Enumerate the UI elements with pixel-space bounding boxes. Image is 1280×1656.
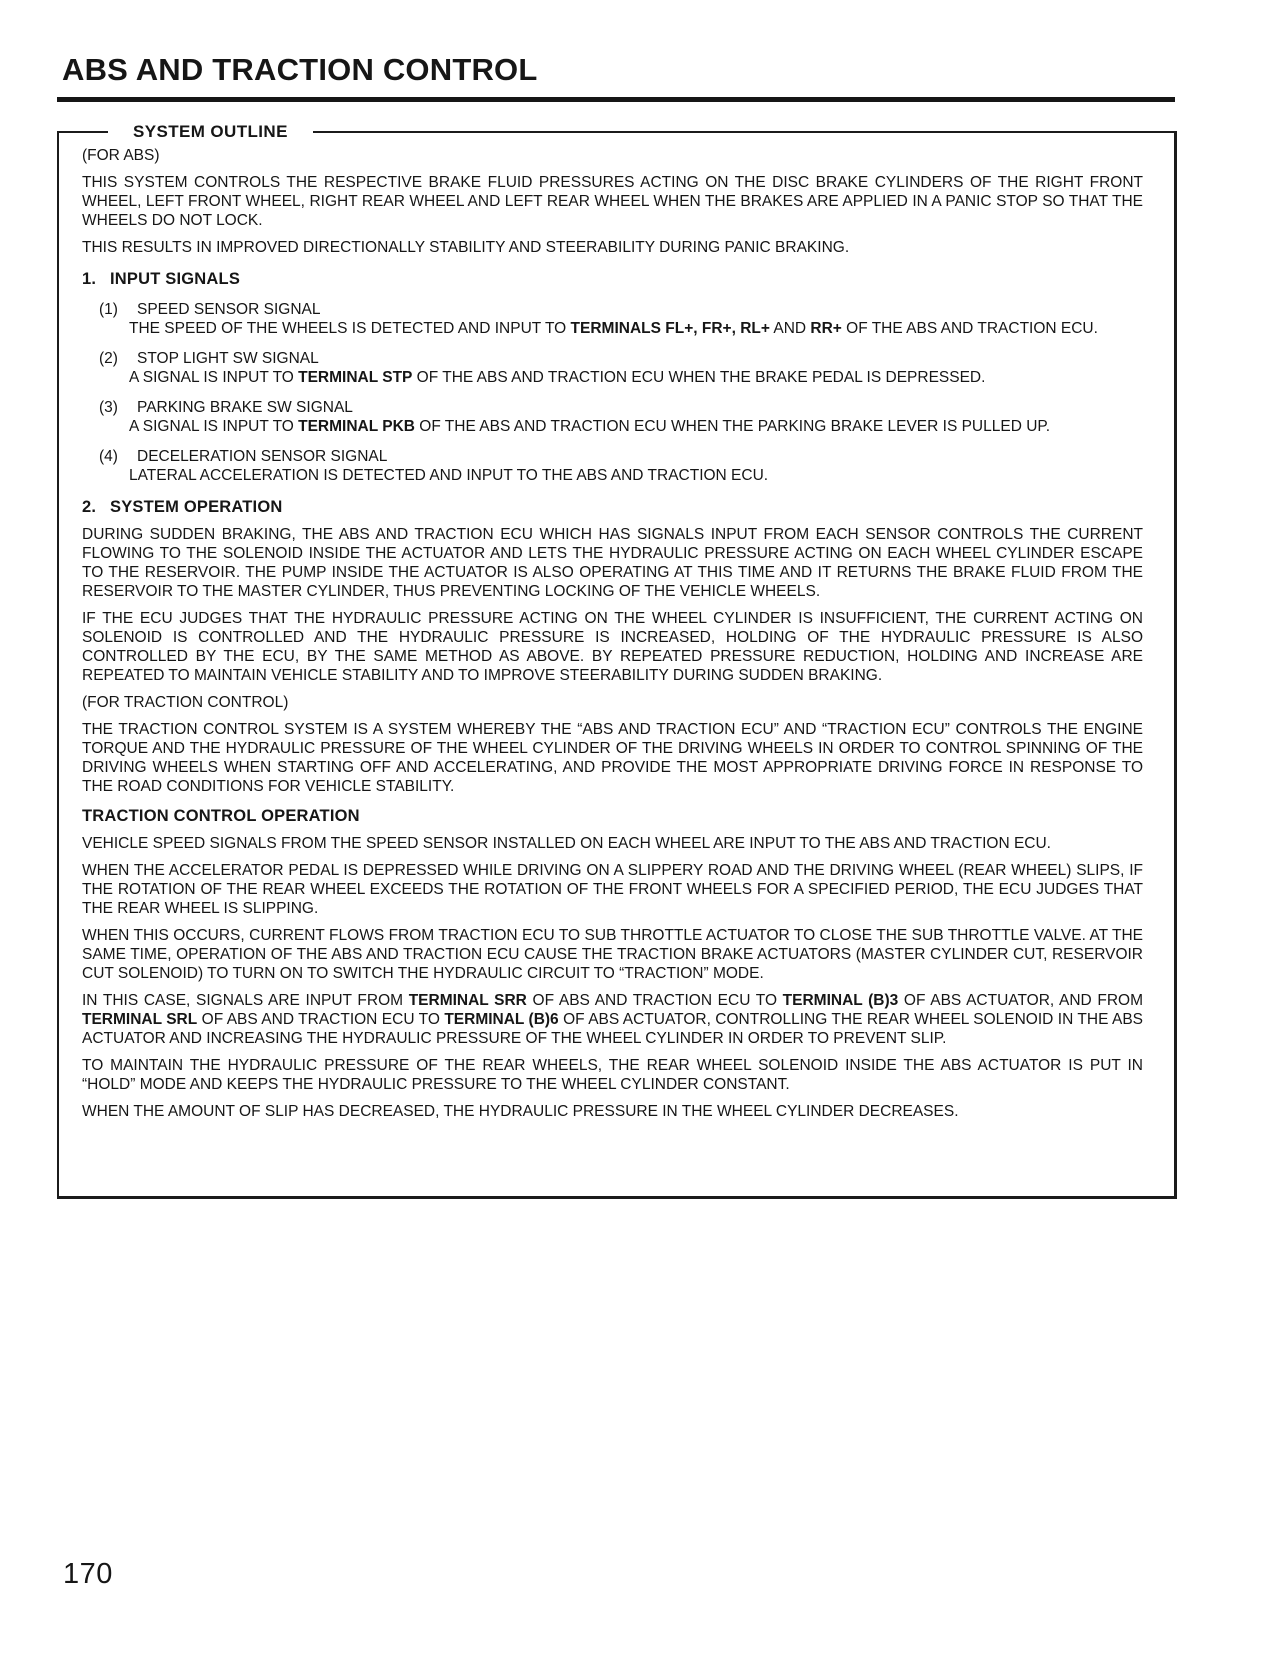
list-item-head xyxy=(99,300,1143,319)
traction-paragraph-4 xyxy=(82,991,1143,1048)
section-heading-input-signals xyxy=(82,270,1143,289)
text-segment: OF THE ABS AND TRACTION ECU WHEN THE BRAKE PEDAL IS DEPRESSED. xyxy=(412,369,986,386)
traction-paragraph-1: VEHICLE SPEED SIGNALS FROM THE SPEED SENSOR INSTALLED ON EACH WHEEL ARE INPUT TO THE ABS AND TRACTION ECU. xyxy=(82,835,1051,852)
text-segment: OF ABS AND TRACTION ECU TO xyxy=(526,992,783,1009)
list-item-head xyxy=(99,447,1143,466)
list-item-title: PARKING BRAKE SW SIGNAL xyxy=(137,399,353,416)
text-segment: IN THIS CASE, SIGNALS ARE INPUT FROM xyxy=(82,992,409,1009)
list-item-parking-brake xyxy=(82,398,1143,436)
list-item-marker: (1) xyxy=(99,301,118,318)
terminal-name-bold: TERMINAL (B)3 xyxy=(782,992,899,1009)
text-segment: OF ABS ACTUATOR, CONTROLLING THE REAR WHEEL SOLENOID IN THE ABS ACTUATOR AND INCREASING THE HYDRAULIC PRESSURE OF THE WHEEL CYLINDER IN ORDER TO PREVENT SLIP. xyxy=(82,1011,1143,1047)
traction-paragraph-2: WHEN THE ACCELERATOR PEDAL IS DEPRESSED WHILE DRIVING ON A SLIPPERY ROAD AND THE DRIVING WHEEL (REAR WHEEL) SLIPS, IF THE ROTATION OF THE REAR WHEEL EXCEEDS THE ROTATION OF THE FRONT WHEELS FOR A SPECIFIED PERIOD, THE ECU JUDGES THAT THE REAR WHEEL IS SLIPPING. xyxy=(82,862,1143,917)
list-item-head xyxy=(99,349,1143,368)
section-heading-system-operation xyxy=(82,498,1143,517)
list-item-stop-light xyxy=(82,349,1143,387)
list-item-head xyxy=(99,398,1143,417)
list-item-marker: (3) xyxy=(99,399,118,416)
system-operation-paragraph-1: DURING SUDDEN BRAKING, THE ABS AND TRACTION ECU WHICH HAS SIGNALS INPUT FROM EACH SENSOR CONTROLS THE CURRENT FLOWING TO THE SOLENOID INSIDE THE ACTUATOR AND LETS THE HYDRAULIC PRESSURE ACTING ON EACH WHEEL CYLINDER ESCAPE TO THE RESERVOIR. THE PUMP INSIDE THE ACTUATOR IS ALSO OPERATING AT THIS TIME AND IT RETURNS THE BRAKE FLUID FROM THE RESERVOIR TO THE MASTER CYLINDER, THUS PREVENTING LOCKING OF THE VEHICLE WHEELS. xyxy=(82,526,1143,600)
for-abs-label: (FOR ABS) xyxy=(82,147,160,164)
terminal-name-bold: RR+ xyxy=(810,320,842,337)
terminal-name-bold: TERMINAL STP xyxy=(298,369,413,386)
terminal-name-bold: TERMINAL SRL xyxy=(82,1011,198,1028)
list-item-body xyxy=(129,417,1143,436)
system-outline-box xyxy=(57,122,1177,1199)
list-item-body xyxy=(129,368,1143,387)
text-segment: OF THE ABS AND TRACTION ECU WHEN THE PARKING BRAKE LEVER IS PULLED UP. xyxy=(414,418,1051,435)
section-title: INPUT SIGNALS xyxy=(110,270,241,288)
page-title: ABS AND TRACTION CONTROL xyxy=(62,52,538,87)
system-outline-content xyxy=(59,133,1174,1121)
system-operation-paragraph-3: THE TRACTION CONTROL SYSTEM IS A SYSTEM WHEREBY THE “ABS AND TRACTION ECU” AND “TRACTION ECU” CONTROLS THE ENGINE TORQUE AND THE HYDRAULIC PRESSURE OF THE WHEEL CYLINDER OF THE DRIVING WHEELS IN ORDER TO CONTROL SPINNING OF THE DRIVING WHEELS WHEN STARTING OFF AND ACCELERATING, AND PROVIDE THE MOST APPROPRIATE DRIVING FORCE IN RESPONSE TO THE ROAD CONDITIONS FOR VEHICLE STABILITY. xyxy=(82,721,1143,795)
system-outline-label: SYSTEM OUTLINE xyxy=(108,122,313,142)
system-operation-paragraph-2: IF THE ECU JUDGES THAT THE HYDRAULIC PRESSURE ACTING ON THE WHEEL CYLINDER IS INSUFFICIENT, THE CURRENT ACTING ON SOLENOID IS CONTROLLED AND THE HYDRAULIC PRESSURE IS INCREASED, HOLDING OF THE HYDRAULIC PRESSURE IS ALSO CONTROLLED BY THE ECU, BY THE SAME METHOD AS ABOVE. BY REPEATED PRESSURE REDUCTION, HOLDING AND INCREASE ARE REPEATED TO MAINTAIN VEHICLE STABILITY AND TO IMPROVE STEERABILITY DURING SUDDEN BRAKING. xyxy=(82,610,1143,684)
traction-control-operation-heading: TRACTION CONTROL OPERATION xyxy=(82,807,360,825)
list-item-body xyxy=(129,466,1143,485)
terminal-name-bold: TERMINAL PKB xyxy=(298,418,415,435)
list-item-title: STOP LIGHT SW SIGNAL xyxy=(137,350,319,367)
for-traction-control-label: (FOR TRACTION CONTROL) xyxy=(82,694,289,711)
traction-paragraph-6: WHEN THE AMOUNT OF SLIP HAS DECREASED, THE HYDRAULIC PRESSURE IN THE WHEEL CYLINDER DECREASES. xyxy=(82,1103,959,1120)
abs-paragraph-2: THIS RESULTS IN IMPROVED DIRECTIONALLY STABILITY AND STEERABILITY DURING PANIC BRAKING. xyxy=(82,239,850,256)
list-item-title: DECELERATION SENSOR SIGNAL xyxy=(137,448,388,465)
terminal-name-bold: TERMINAL (B)6 xyxy=(444,1011,559,1028)
text-segment: THE SPEED OF THE WHEELS IS DETECTED AND INPUT TO xyxy=(129,320,571,337)
text-segment: A SIGNAL IS INPUT TO xyxy=(129,418,299,435)
section-number: 1. xyxy=(82,270,97,288)
header-rule xyxy=(57,97,1175,102)
list-item-title: SPEED SENSOR SIGNAL xyxy=(137,301,321,318)
terminal-name-bold: TERMINAL SRR xyxy=(408,992,527,1009)
text-segment: OF ABS ACTUATOR, AND FROM xyxy=(898,992,1144,1009)
text-segment: AND xyxy=(769,320,811,337)
text-segment: OF THE ABS AND TRACTION ECU. xyxy=(841,320,1098,337)
list-item-marker: (4) xyxy=(99,448,118,465)
traction-paragraph-5: TO MAINTAIN THE HYDRAULIC PRESSURE OF THE REAR WHEELS, THE REAR WHEEL SOLENOID INSIDE THE ABS ACTUATOR IS PUT IN “HOLD” MODE AND KEEPS THE HYDRAULIC PRESSURE TO THE WHEEL CYLINDER CONSTANT. xyxy=(82,1057,1143,1093)
text-segment: A SIGNAL IS INPUT TO xyxy=(129,369,299,386)
list-item-deceleration-sensor xyxy=(82,447,1143,485)
text-segment: OF ABS AND TRACTION ECU TO xyxy=(197,1011,445,1028)
section-number: 2. xyxy=(82,498,97,516)
terminal-name-bold: TERMINALS FL+, FR+, RL+ xyxy=(570,320,770,337)
page-number: 170 xyxy=(63,1558,113,1590)
list-item-marker: (2) xyxy=(99,350,118,367)
text-segment: LATERAL ACCELERATION IS DETECTED AND INPUT TO THE ABS AND TRACTION ECU. xyxy=(129,467,769,484)
list-item-body xyxy=(129,319,1143,338)
list-item-speed-sensor xyxy=(82,300,1143,338)
abs-paragraph-1: THIS SYSTEM CONTROLS THE RESPECTIVE BRAKE FLUID PRESSURES ACTING ON THE DISC BRAKE CYLINDERS OF THE RIGHT FRONT WHEEL, LEFT FRONT WHEEL, RIGHT REAR WHEEL AND LEFT REAR WHEEL WHEN THE BRAKES ARE APPLIED IN A PANIC STOP SO THAT THE WHEELS DO NOT LOCK. xyxy=(82,174,1143,229)
section-title: SYSTEM OPERATION xyxy=(110,498,283,516)
traction-paragraph-3: WHEN THIS OCCURS, CURRENT FLOWS FROM TRACTION ECU TO SUB THROTTLE ACTUATOR TO CLOSE THE SUB THROTTLE VALVE. AT THE SAME TIME, OPERATION OF THE ABS AND TRACTION ECU CAUSE THE TRACTION BRAKE ACTUATORS (MASTER CYLINDER CUT, RESERVOIR CUT SOLENOID) TO TURN ON TO SWITCH THE HYDRAULIC CIRCUIT TO “TRACTION” MODE. xyxy=(82,927,1143,982)
